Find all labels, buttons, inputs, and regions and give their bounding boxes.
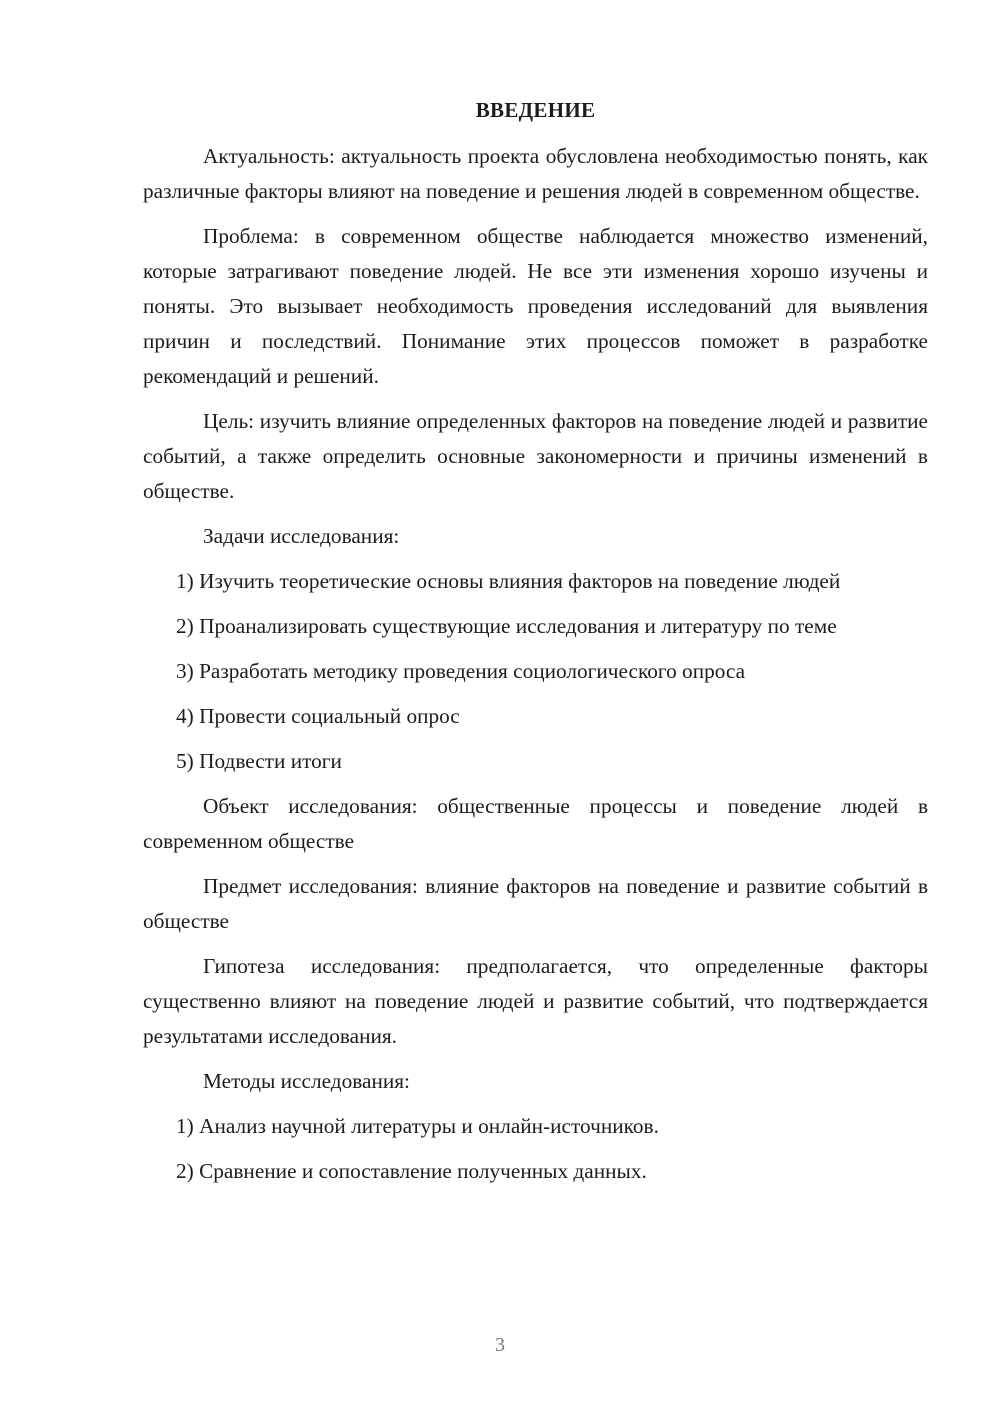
section-title: ВВЕДЕНИЕ [475, 98, 596, 122]
task-item: 2) Проанализировать существующие исследования и литературу по теме [176, 614, 837, 638]
task-item: 1) Изучить теоретические основы влияния факторов на поведение людей [176, 569, 841, 593]
task-item: 5) Подвести итоги [176, 749, 342, 773]
task-item: 4) Провести социальный опрос [176, 704, 460, 728]
method-item: 2) Сравнение и сопоставление полученных данных. [176, 1159, 647, 1183]
goal-paragraph: Цель: изучить влияние определенных факторов на поведение людей и развитие событий, а также определить основные закономерности и причины изменений в обществе. [143, 409, 928, 503]
page-content [143, 91, 928, 1199]
object-paragraph: Объект исследования: общественные процессы и поведение людей в современном обществе [143, 794, 928, 853]
methods-heading: Методы исследования: [203, 1069, 410, 1093]
relevance-paragraph: Актуальность: актуальность проекта обусловлена необходимостью понять, как различные факторы влияют на поведение и решения людей в современном обществе. [143, 144, 928, 203]
subject-paragraph: Предмет исследования: влияние факторов на поведение и развитие событий в обществе [143, 874, 928, 933]
page-number: 3 [495, 1334, 505, 1356]
problem-paragraph: Проблема: в современном обществе наблюдается множество изменений, которые затрагивают поведение людей. Не все эти изменения хорошо изучены и поняты. Это вызывает необходимость проведения исследований для выявления причин и последствий. Понимание этих процессов поможет в разработке рекомендаций и решений. [143, 224, 928, 388]
tasks-heading: Задачи исследования: [203, 524, 400, 548]
hypothesis-paragraph: Гипотеза исследования: предполагается, что определенные факторы существенно влияют на поведение людей и развитие событий, что подтверждается результатами исследования. [143, 954, 928, 1048]
task-item: 3) Разработать методику проведения социологического опроса [176, 659, 746, 683]
method-item: 1) Анализ научной литературы и онлайн-источников. [176, 1114, 659, 1138]
